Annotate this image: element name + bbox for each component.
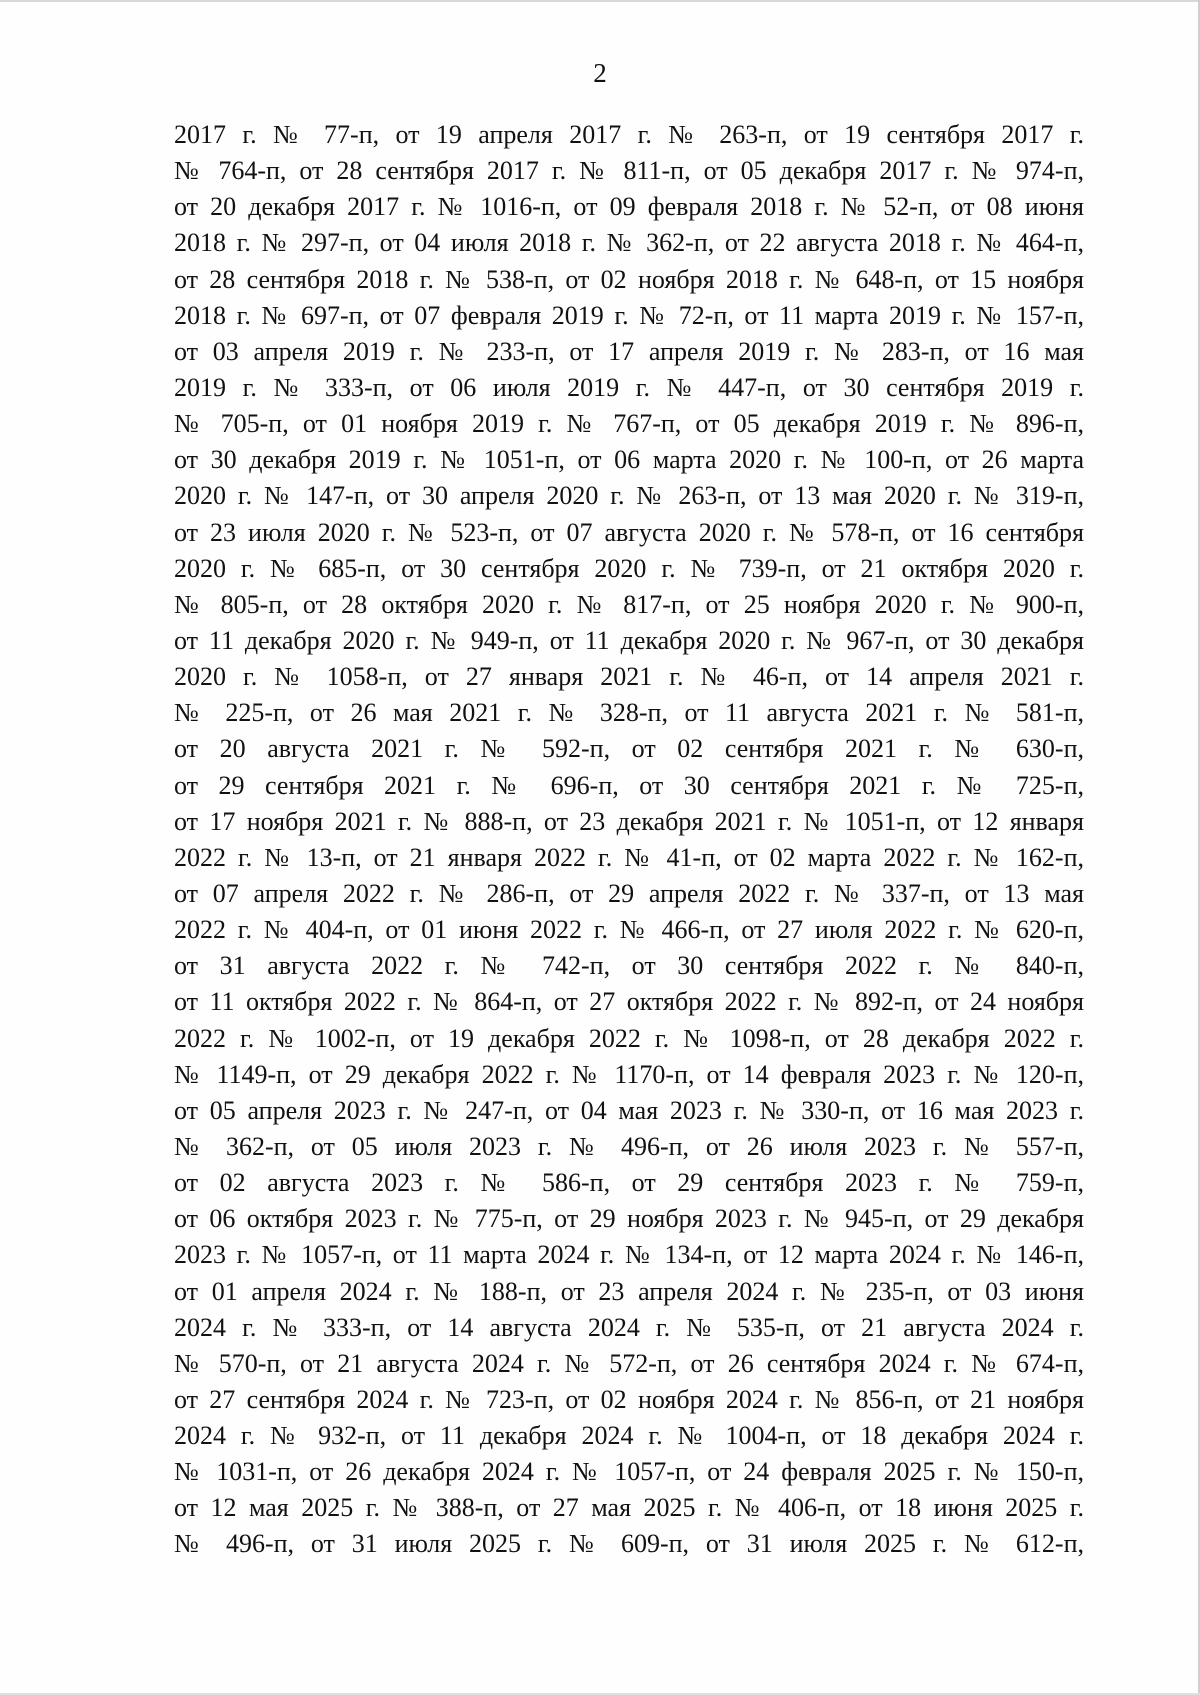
text-line: 2019 г. № 333-п, от 06 июля 2019 г. № 447-п, от 30 сентября 2019 г. <box>174 372 1084 402</box>
text-line: 2020 г. № 1058-п, от 27 января 2021 г. № 46-п, от 14 апреля 2021 г. <box>174 662 1084 692</box>
text-line: от 29 сентября 2021 г. № 696-п, от 30 сентября 2021 г. № 725-п, <box>174 770 1084 800</box>
text-line: от 11 декабря 2020 г. № 949-п, от 11 декабря 2020 г. № 967-п, от 30 декабря <box>174 625 1084 655</box>
text-line: 2018 г. № 697-п, от 07 февраля 2019 г. № 72-п, от 11 марта 2019 г. № 157-п, <box>174 300 1084 330</box>
text-line: № 362-п, от 05 июля 2023 г. № 496-п, от 26 июля 2023 г. № 557-п, <box>174 1131 1084 1161</box>
text-line: от 20 декабря 2017 г. № 1016-п, от 09 февраля 2018 г. № 52-п, от 08 июня <box>174 192 1084 222</box>
text-line: 2020 г. № 685-п, от 30 сентября 2020 г. № 739-п, от 21 октября 2020 г. <box>174 553 1084 583</box>
text-line: от 12 мая 2025 г. № 388-п, от 27 мая 2025 г. № 406-п, от 18 июня 2025 г. <box>174 1493 1084 1523</box>
text-line: от 05 апреля 2023 г. № 247-п, от 04 мая 2023 г. № 330-п, от 16 мая 2023 г. <box>174 1095 1084 1125</box>
text-line: 2018 г. № 297-п, от 04 июля 2018 г. № 362-п, от 22 августа 2018 г. № 464-п, <box>174 228 1084 258</box>
text-line: № 570-п, от 21 августа 2024 г. № 572-п, от 26 сентября 2024 г. № 674-п, <box>174 1348 1084 1378</box>
text-line: № 225-п, от 26 мая 2021 г. № 328-п, от 11 августа 2021 г. № 581-п, <box>174 698 1084 728</box>
page-number: 2 <box>593 58 607 88</box>
text-line: 2022 г. № 13-п, от 21 января 2022 г. № 41-п, от 02 марта 2022 г. № 162-п, <box>174 842 1084 872</box>
text-line: от 30 декабря 2019 г. № 1051-п, от 06 марта 2020 г. № 100-п, от 26 марта <box>174 445 1084 475</box>
text-line: от 11 октября 2022 г. № 864-п, от 27 октября 2022 г. № 892-п, от 24 ноября <box>174 987 1084 1017</box>
text-line: от 07 апреля 2022 г. № 286-п, от 29 апреля 2022 г. № 337-п, от 13 мая <box>174 878 1084 908</box>
text-line: № 805-п, от 28 октября 2020 г. № 817-п, от 25 ноября 2020 г. № 900-п, <box>174 589 1084 619</box>
text-line: 2020 г. № 147-п, от 30 апреля 2020 г. № 263-п, от 13 мая 2020 г. № 319-п, <box>174 481 1084 511</box>
text-line: от 17 ноября 2021 г. № 888-п, от 23 декабря 2021 г. № 1051-п, от 12 января <box>174 806 1084 836</box>
text-line: № 764-п, от 28 сентября 2017 г. № 811-п, от 05 декабря 2017 г. № 974-п, <box>174 156 1084 186</box>
text-line: от 20 августа 2021 г. № 592-п, от 02 сентября 2021 г. № 630-п, <box>174 734 1084 764</box>
scan-edge-top <box>0 0 1200 2</box>
text-line: от 01 апреля 2024 г. № 188-п, от 23 апреля 2024 г. № 235-п, от 03 июня <box>174 1276 1084 1306</box>
text-line: № 1031-п, от 26 декабря 2024 г. № 1057-п, от 24 февраля 2025 г. № 150-п, <box>174 1457 1084 1487</box>
text-line: 2024 г. № 932-п, от 11 декабря 2024 г. № 1004-п, от 18 декабря 2024 г. <box>174 1421 1084 1451</box>
text-line: 2022 г. № 404-п, от 01 июня 2022 г. № 466-п, от 27 июля 2022 г. № 620-п, <box>174 915 1084 945</box>
text-line: № 1149-п, от 29 декабря 2022 г. № 1170-п, от 14 февраля 2023 г. № 120-п, <box>174 1059 1084 1089</box>
text-line: № 496-п, от 31 июля 2025 г. № 609-п, от 31 июля 2025 г. № 612-п, <box>174 1529 1084 1559</box>
text-line: от 06 октября 2023 г. № 775-п, от 29 ноября 2023 г. № 945-п, от 29 декабря <box>174 1204 1084 1234</box>
text-line: № 705-п, от 01 ноября 2019 г. № 767-п, от 05 декабря 2019 г. № 896-п, <box>174 409 1084 439</box>
text-line: от 23 июля 2020 г. № 523-п, от 07 августа 2020 г. № 578-п, от 16 сентября <box>174 517 1084 547</box>
text-line: от 27 сентября 2024 г. № 723-п, от 02 ноября 2024 г. № 856-п, от 21 ноября <box>174 1384 1084 1414</box>
text-line: от 28 сентября 2018 г. № 538-п, от 02 ноября 2018 г. № 648-п, от 15 ноября <box>174 264 1084 294</box>
text-line: от 02 августа 2023 г. № 586-п, от 29 сентября 2023 г. № 759-п, <box>174 1168 1084 1198</box>
text-line: от 31 августа 2022 г. № 742-п, от 30 сентября 2022 г. № 840-п, <box>174 951 1084 981</box>
text-line: от 03 апреля 2019 г. № 233-п, от 17 апреля 2019 г. № 283-п, от 16 мая <box>174 336 1084 366</box>
text-line: 2017 г. № 77-п, от 19 апреля 2017 г. № 263-п, от 19 сентября 2017 г. <box>174 120 1084 149</box>
text-line: 2022 г. № 1002-п, от 19 декабря 2022 г. № 1098-п, от 28 декабря 2022 г. <box>174 1023 1084 1053</box>
text-line: 2024 г. № 333-п, от 14 августа 2024 г. № 535-п, от 21 августа 2024 г. <box>174 1312 1084 1342</box>
text-line: 2023 г. № 1057-п, от 11 марта 2024 г. № 134-п, от 12 марта 2024 г. № 146-п, <box>174 1240 1084 1270</box>
body-text <box>174 117 1084 1563</box>
